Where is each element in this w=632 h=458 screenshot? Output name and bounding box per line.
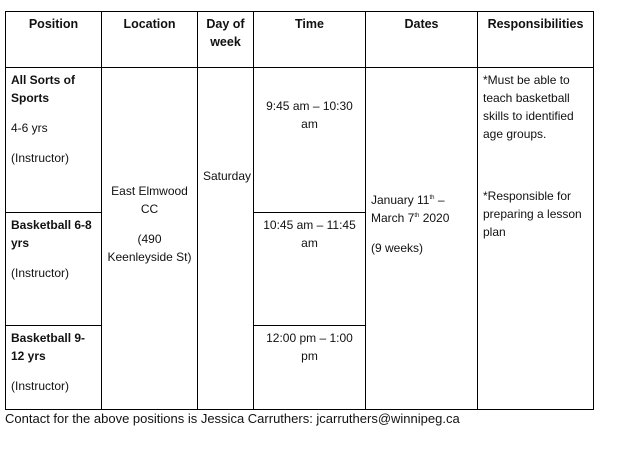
location-cell bbox=[102, 68, 198, 410]
header-day: Day of week bbox=[198, 12, 254, 68]
header-time: Time bbox=[254, 12, 366, 68]
position-role: (Instructor) bbox=[11, 266, 70, 280]
day-cell bbox=[198, 68, 254, 410]
position-cell bbox=[6, 213, 102, 326]
dates-cell bbox=[366, 68, 478, 410]
position-title: Basketball 9-12 yrs bbox=[11, 331, 86, 363]
location-address: (490 Keenleyside St) bbox=[107, 231, 192, 264]
position-title: All Sorts of Sports bbox=[11, 73, 76, 105]
responsibility-item: *Must be able to teach basketball skills to identified age groups. bbox=[483, 73, 574, 141]
time-value: 12:00 pm – 1:00 pm bbox=[266, 331, 353, 363]
responsibilities-cell bbox=[478, 68, 594, 410]
position-role: (Instructor) bbox=[11, 151, 70, 165]
header-responsibilities: Responsibilities bbox=[478, 12, 594, 68]
header-dates: Dates bbox=[366, 12, 478, 68]
header-position: Position bbox=[6, 12, 102, 68]
day-value: Saturday bbox=[203, 168, 252, 183]
position-age: 4-6 yrs bbox=[11, 121, 48, 135]
dates-duration: (9 weeks) bbox=[371, 240, 424, 255]
time-value: 10:45 am – 11:45 am bbox=[263, 218, 356, 250]
time-cell bbox=[254, 213, 366, 326]
table-row bbox=[6, 68, 594, 213]
position-cell bbox=[6, 326, 102, 410]
header-location: Location bbox=[102, 12, 198, 68]
time-cell bbox=[254, 326, 366, 410]
position-cell bbox=[6, 68, 102, 213]
responsibility-item: *Responsible for preparing a lesson plan bbox=[483, 189, 582, 239]
contact-footer: Contact for the above positions is Jessica Carruthers: jcarruthers@winnipeg.ca bbox=[5, 411, 460, 426]
time-value: 9:45 am – 10:30 am bbox=[266, 99, 353, 131]
positions-table bbox=[5, 11, 594, 410]
position-role: (Instructor) bbox=[11, 379, 70, 393]
dates-range: January 11th – March 7th 2020 bbox=[371, 192, 450, 225]
time-cell bbox=[254, 68, 366, 213]
location-name: East Elmwood CC bbox=[111, 183, 188, 216]
header-row bbox=[6, 12, 594, 68]
position-title: Basketball 6-8 yrs bbox=[11, 218, 92, 250]
